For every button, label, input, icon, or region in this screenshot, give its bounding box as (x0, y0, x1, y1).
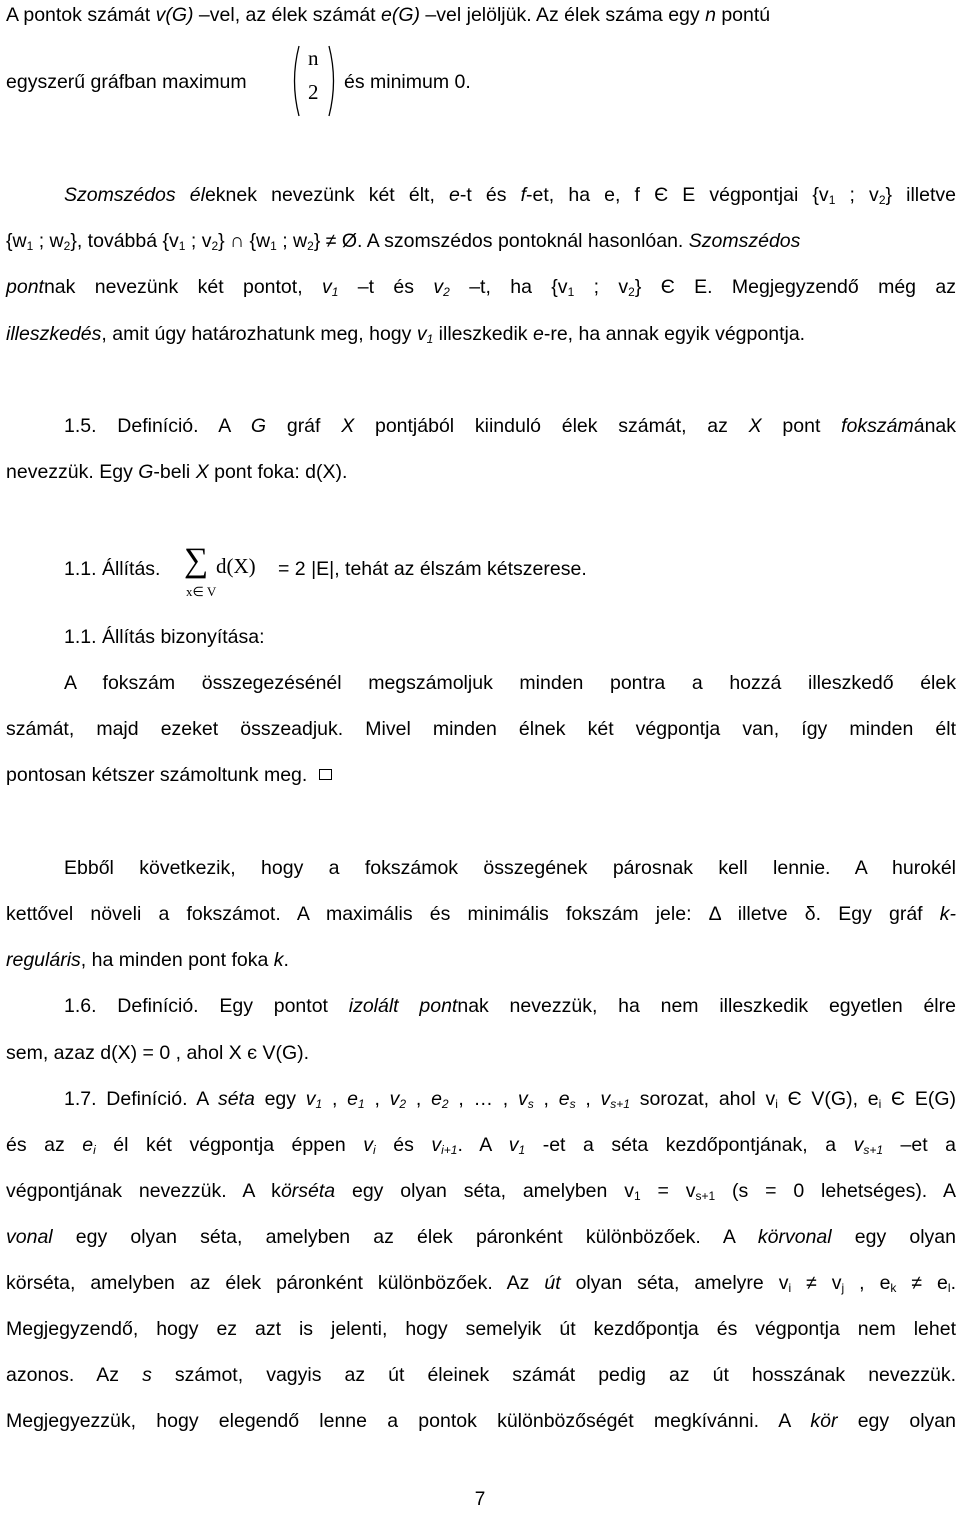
text-line: 1.1. Állítás. (64, 558, 161, 580)
sigma-symbol: ∑ (184, 542, 209, 579)
text-line: illeszkedés, amit úgy határozhatunk meg, hogy $v_1$ illeszkedik e-re, ha annak egyik végpontja. (6, 323, 806, 346)
text-line: vonal egy olyan séta, amelyben az élek páronként különbözőek. A körvonal egy olyan (6, 1226, 956, 1248)
text-line: pontosan kétszer számoltunk meg. (6, 762, 956, 788)
text-line: azonos. Az s számot, vagyis az út éleinek számát pedig az út hosszának nevezzük. (6, 1364, 956, 1386)
text-line: körséta, amelyben az élek páronként különbözőek. Az út olyan séta, amelyre $v_i \ne v_j$ , $e_k \ne e_l$. (6, 1272, 956, 1295)
binomial-coefficient (290, 42, 338, 120)
text-line: végpontjának nevezzük. A körséta egy olyan séta, amelyben $v_1 = v_{s+1}$ (s = 0 lehetséges). A (6, 1180, 956, 1203)
text-line: 1.1. Állítás bizonyítása: (64, 626, 265, 648)
binomial-bottom: 2 (308, 80, 319, 104)
text-line: Ebből következik, hogy a fokszámok összegének párosnak kell lennie. A hurokél (64, 857, 956, 879)
text-line: {$w_1$ ; $w_2$}, továbbá {$v_1$ ; $v_2$} ∩ {$w_1$ ; $w_2$} ≠ Ø. A szomszédos pontoknál hasonlóan. Szomszédos (6, 230, 801, 253)
qed-square-icon (319, 769, 332, 780)
text-line: Megjegyzendő, hogy ez azt is jelenti, hogy semelyik út kezdőpontja és végpontja nem lehet (6, 1318, 956, 1340)
text-line: számát, majd ezeket összeadjuk. Mivel minden élnek két végpontja van, így minden élt (6, 718, 956, 740)
page-number: 7 (474, 1489, 486, 1510)
binomial-top: n (308, 46, 319, 70)
text-line: = 2 |E|, tehát az élszám kétszerese. (278, 558, 587, 580)
text-line: 1.6. Definíció. Egy pontot izolált pontnak nevezzük, ha nem illeszkedik egyetlen élre (64, 995, 956, 1017)
text-line: reguláris, ha minden pont foka k. (6, 949, 289, 971)
sum-term: d(X) (216, 554, 256, 578)
text-line: A pontok számát v(G) –vel, az élek számát e(G) –vel jelöljük. Az élek száma egy n pontú (6, 4, 771, 26)
text-line: 1.5. Definíció. A G gráf X pontjából kiinduló élek számát, az X pont fokszámának (64, 415, 957, 437)
text-line: egyszerű gráfban maximum (6, 71, 247, 93)
text-line: 1.7. Definíció. A séta egy $v_1$ , $e_1$ , $v_2$ , $e_2$ , … , $v_s$ , $e_s$ , $v_{s+1}$ sorozat, ahol $v_i$ Є V(G), $e_i$ Є E(G) (64, 1088, 956, 1111)
text-line: sem, azaz d(X) = 0 , ahol X є V(G). (6, 1042, 310, 1064)
text-line: kettővel növeli a fokszámot. A maximális és minimális fokszám jele: Δ illetve δ. Egy gráf k- (6, 903, 956, 925)
text-line: Szomszédos éleknek nevezünk két élt, e-t és f-et, ha e, f Є E végpontjai {$v_1$ ; $v_2$} illetve (64, 184, 956, 207)
sum-index: x∈ V (186, 584, 217, 599)
text-line: nevezzük. Egy G-beli X pont foka: d(X). (6, 461, 348, 483)
text-line: és minimum 0. (344, 71, 471, 93)
text-line: és az $e_i$ él két végpontja éppen $v_i$ és $v_{i+1}$. A $v_1$ -et a séta kezdőpontjának, a $v_{s+1}$ –et a (6, 1134, 956, 1157)
text-line: A fokszám összegezésénél megszámoljuk minden pontra a hozzá illeszkedő élek (64, 672, 956, 694)
text-line: pontnak nevezünk két pontot, $v_1$ –t és $v_2$ –t, ha {$v_1$ ; $v_2$} Є E. Megjegyzendő még az (6, 276, 956, 299)
text-line: Megjegyezzük, hogy elegendő lenne a pontok különbözőségét megkívánni. A kör egy olyan (6, 1410, 956, 1432)
